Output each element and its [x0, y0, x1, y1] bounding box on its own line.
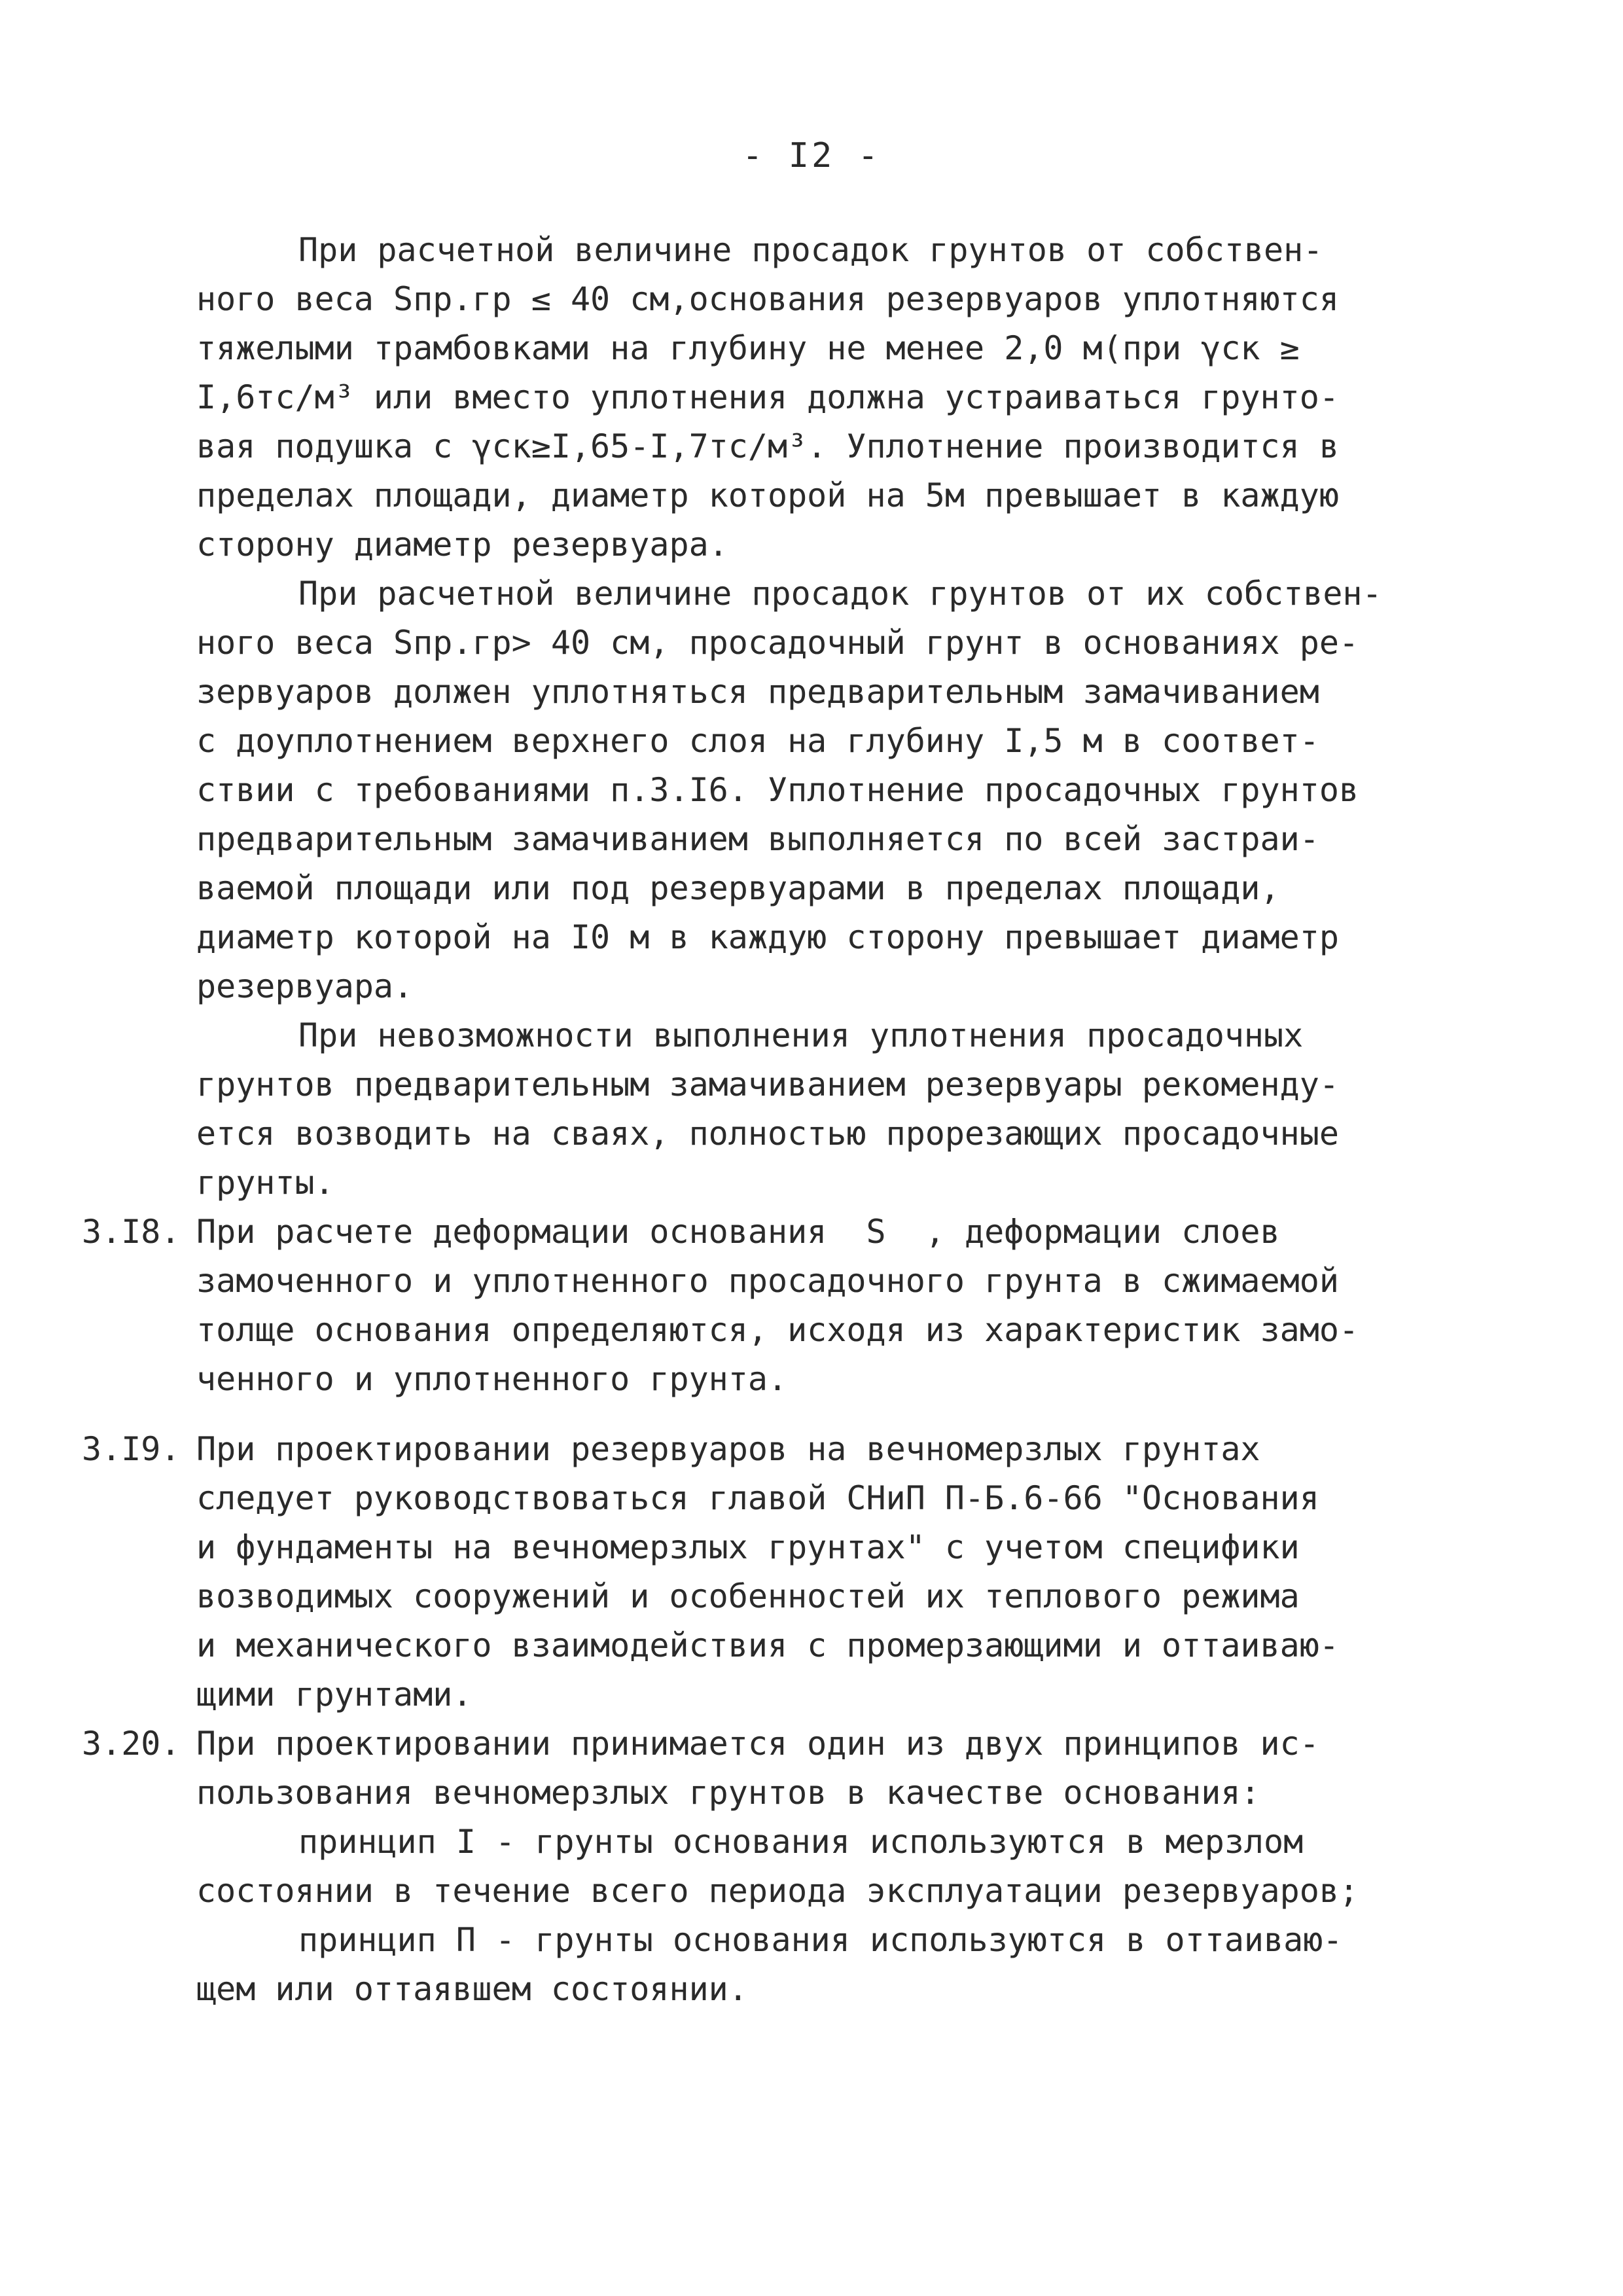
clause-number: 3.I8.	[82, 1213, 181, 1251]
text-line	[196, 1818, 1544, 1867]
line-text: ствии с требованиями п.3.I6. Уплотнение просадочных грунтов	[196, 771, 1359, 809]
line-text: сторону диаметр резервуара.	[196, 526, 728, 564]
line-text: толще основания определяются, исходя из характеристик замо-	[196, 1311, 1359, 1349]
text-line	[196, 1965, 1544, 2014]
line-text: зервуаров должен уплотняться предварительным замачиванием	[196, 673, 1319, 711]
text-line	[196, 1916, 1544, 1965]
text-line	[196, 864, 1544, 913]
clause-number: 3.20.	[82, 1725, 181, 1763]
line-text: I,6тс/м³ или вместо уплотнения должна устраиваться грунто-	[196, 378, 1339, 416]
text-line	[196, 766, 1544, 815]
text-line	[196, 815, 1544, 864]
line-text: При проектировании резервуаров на вечномерзлых грунтах	[196, 1430, 1260, 1468]
text-line	[196, 569, 1544, 619]
line-text: состоянии в течение всего периода эксплуатации резервуаров;	[196, 1872, 1359, 1910]
text-line	[196, 1621, 1544, 1670]
text-line	[196, 1768, 1544, 1818]
text-line	[196, 1572, 1544, 1621]
text-line	[196, 1109, 1544, 1158]
line-text: При проектировании принимается один из двух принципов ис-	[196, 1725, 1319, 1763]
text-line	[196, 1355, 1544, 1404]
line-text: грунтов предварительным замачиванием резервуары рекоменду-	[196, 1066, 1339, 1103]
line-text: принцип П - грунты основания используются в оттаиваю-	[298, 1921, 1343, 1959]
line-text: и фундаменты на вечномерзлых грунтах" с учетом специфики	[196, 1528, 1300, 1566]
paragraph-gap	[196, 1404, 1544, 1425]
page-number: - I2 -	[742, 136, 881, 175]
line-text: ваемой площади или под резервуарами в пределах площади,	[196, 869, 1280, 907]
text-line	[196, 520, 1544, 569]
text-line	[196, 1670, 1544, 1719]
line-text: тяжелыми трамбовками на глубину не менее 2,0 м(при γск ≥	[196, 329, 1300, 367]
line-text: При расчете деформации основания S , деформации слоев	[196, 1213, 1280, 1251]
text-line	[196, 1523, 1544, 1572]
text-line	[196, 1306, 1544, 1355]
text-line	[196, 668, 1544, 717]
line-text: ется возводить на сваях, полностью прорезающих просадочные	[196, 1115, 1339, 1153]
line-text: с доуплотнением верхнего слоя на глубину I,5 м в соответ-	[196, 722, 1319, 760]
text-line	[196, 619, 1544, 668]
line-text: диаметр которой на I0 м в каждую сторону превышает диаметр	[196, 918, 1339, 956]
line-text: и механического взаимодействия с промерзающими и оттаиваю-	[196, 1626, 1339, 1664]
line-text: ченного и уплотненного грунта.	[196, 1360, 788, 1398]
text-line	[196, 373, 1544, 422]
clause-number: 3.I9.	[82, 1430, 181, 1468]
text-line	[196, 962, 1544, 1011]
text-line	[196, 1060, 1544, 1109]
text-line	[196, 324, 1544, 373]
line-text: При невозможности выполнения уплотнения просадочных	[298, 1016, 1304, 1054]
text-line	[196, 471, 1544, 520]
text-line	[196, 913, 1544, 962]
document-body	[82, 226, 1544, 2014]
line-text: щем или оттаявшем состоянии.	[196, 1970, 748, 2008]
line-text: пользования вечномерзлых грунтов в качестве основания:	[196, 1774, 1260, 1812]
text-line	[82, 1208, 1544, 1257]
text-line	[196, 1867, 1544, 1916]
line-text: щими грунтами.	[196, 1676, 473, 1713]
line-text: предварительным замачиванием выполняется по всей застраи-	[196, 820, 1319, 858]
line-text: При расчетной величине просадок грунтов от собствен-	[298, 231, 1323, 269]
text-line	[196, 226, 1544, 275]
line-text: резервуара.	[196, 967, 414, 1005]
text-line	[82, 1719, 1544, 1768]
line-text: При расчетной величине просадок грунтов от их собствен-	[298, 575, 1382, 613]
text-line	[196, 1474, 1544, 1523]
line-text: следует руководствоваться главой СНиП П-Б.6-66 "Основания	[196, 1479, 1319, 1517]
text-line	[196, 1011, 1544, 1060]
line-text: ного веса Sпр.гр> 40 см, просадочный грунт в основаниях ре-	[196, 624, 1359, 662]
text-line	[196, 1158, 1544, 1208]
line-text: принцип I - грунты основания используются в мерзлом	[298, 1823, 1304, 1861]
line-text: ного веса Sпр.гр ≤ 40 см,основания резервуаров уплотняются	[196, 280, 1339, 318]
line-text: вая подушка с γск≥I,65-I,7тс/м³. Уплотнение производится в	[196, 427, 1339, 465]
line-text: грунты.	[196, 1164, 334, 1202]
text-line	[196, 717, 1544, 766]
text-line	[82, 1425, 1544, 1474]
line-text: возводимых сооружений и особенностей их теплового режима	[196, 1577, 1300, 1615]
line-text: пределах площади, диаметр которой на 5м превышает в каждую	[196, 476, 1339, 514]
text-line	[196, 275, 1544, 324]
text-line	[196, 422, 1544, 471]
line-text: замоченного и уплотненного просадочного грунта в сжимаемой	[196, 1262, 1339, 1300]
text-line	[196, 1257, 1544, 1306]
